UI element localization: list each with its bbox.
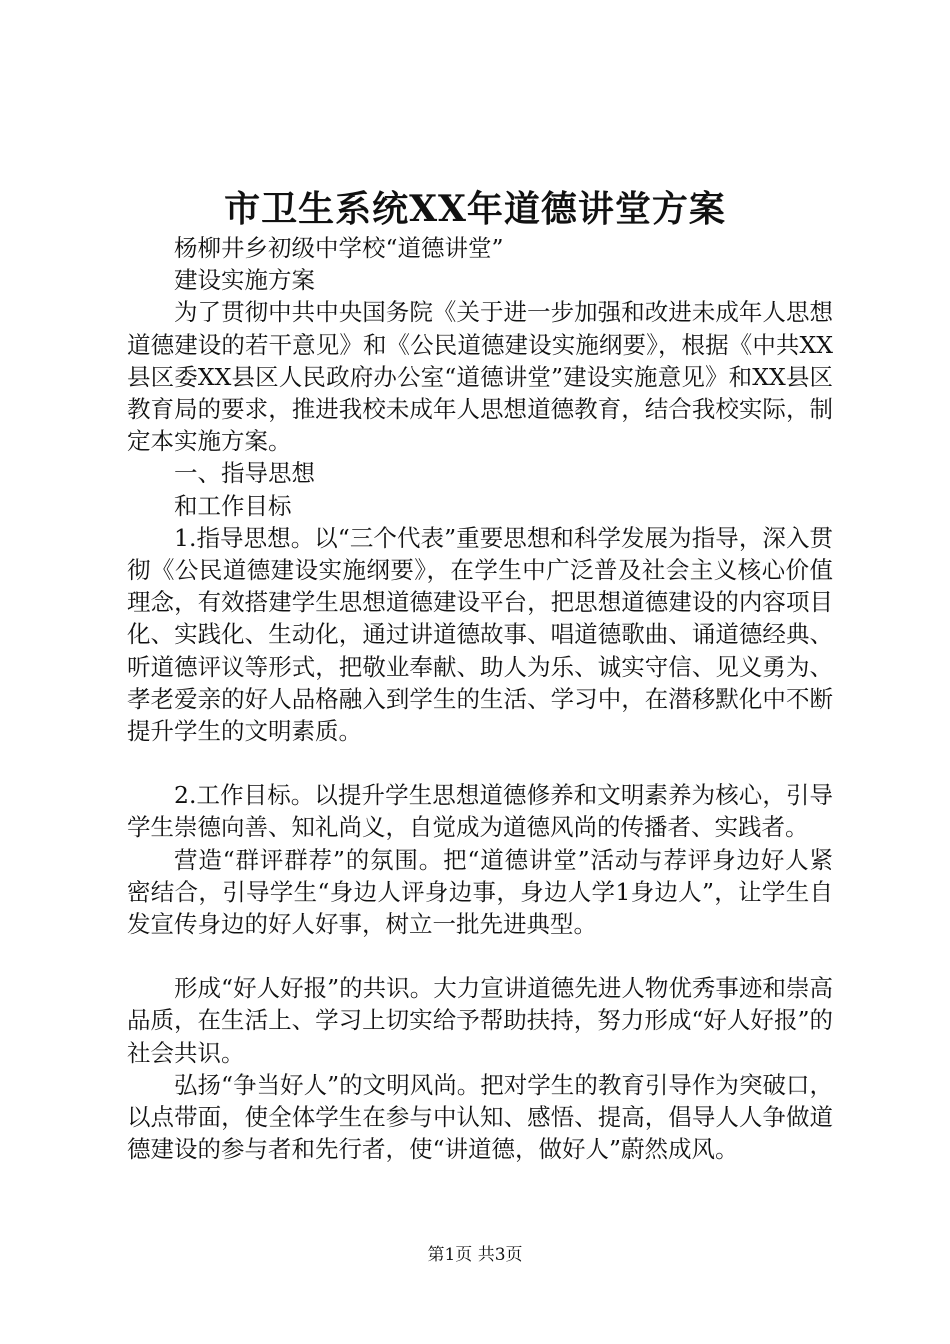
paragraph-gap xyxy=(127,747,833,779)
subtitle-line-2: 建设实施方案 xyxy=(174,266,315,295)
paragraph-promote: 弘扬“争当好人”的文明风尚。把对学生的教育引导作为突破口，以点带面，使全体学生在参与中认知、感悟、提高，倡导人人争做道德建设的参与者和先行者，使“讲道德，做好人”蔚然成风。 xyxy=(127,1070,833,1164)
paragraph-atmosphere: 营造“群评群荐”的氛围。把“道德讲堂”活动与荐评身边好人紧密结合，引导学生“身边人评身边事，身边人学1身边人”，让学生自发宣传身边的好人好事，树立一批先进典型。 xyxy=(127,845,833,939)
paragraph-intro: 为了贯彻中共中央国务院《关于进一步加强和改进未成年人思想道德建设的若干意见》和《公民道德建设实施纲要》，根据《中共XX县区委XX县区人民政府办公室“道德讲堂”建设实施意见》和XX县区教育局的要求，推进我校未成年人思想道德教育，结合我校实际，制定本实施方案。 xyxy=(127,298,833,456)
document-body xyxy=(127,232,833,1165)
section-heading-1: 一、指导思想 xyxy=(174,459,315,488)
paragraph-work-goal: 2.工作目标。以提升学生思想道德修养和文明素养为核心，引导学生崇德向善、知礼尚义，自觉成为道德风尚的传播者、实践者。 xyxy=(127,781,833,842)
paragraph-gap xyxy=(127,940,833,972)
subtitle-line-1: 杨柳井乡初级中学校“道德讲堂” xyxy=(174,234,504,262)
document-title: 市卫生系统XX年道德讲堂方案 xyxy=(224,188,726,230)
page-footer: 第1页 共3页 xyxy=(427,1245,523,1265)
section-heading-1-cont: 和工作目标 xyxy=(174,491,292,520)
paragraph-guiding-thought: 1.指导思想。以“三个代表”重要思想和科学发展为指导，深入贯彻《公民道德建设实施纲要》，在学生中广泛普及社会主义核心价值理念，有效搭建学生思想道德建设平台，把思想道德建设的内容项目化、实践化、生动化，通过讲道德故事、唱道德歌曲、诵道德经典、听道德评议等形式，把敬业奉献、助人为乐、诚实守信、见义勇为、孝老爱亲的好人品格融入到学生的生活、学习中，在潜移默化中不断提升学生的文明素质。 xyxy=(127,523,833,746)
paragraph-consensus: 形成“好人好报”的共识。大力宣讲道德先进人物优秀事迹和崇高品质，在生活上、学习上切实给予帮助扶持，努力形成“好人好报”的社会共识。 xyxy=(127,974,833,1067)
